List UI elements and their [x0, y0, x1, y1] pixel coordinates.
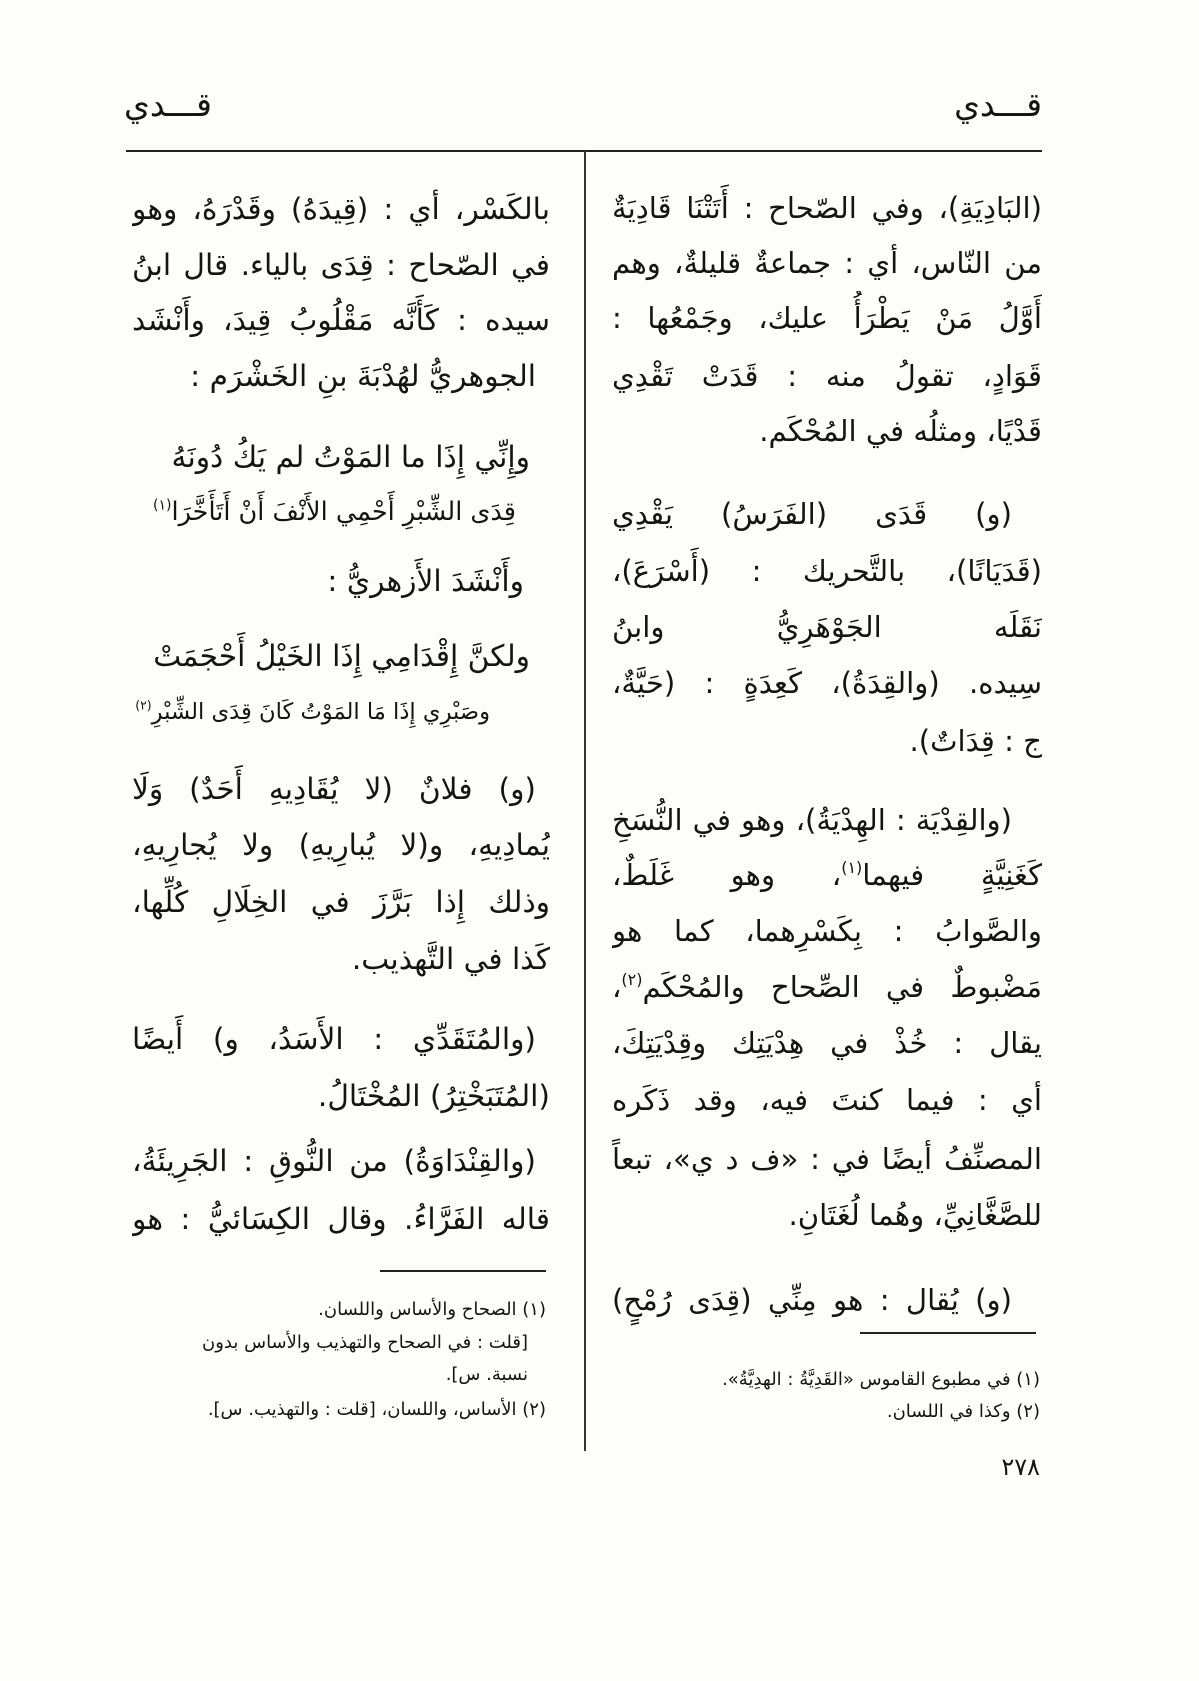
footnote-marker: (١)	[841, 857, 863, 877]
page-number: ٢٧٨	[1001, 1453, 1040, 1481]
body-text-line: من النّاس، أي : جماعةٌ قليلةٌ، وهم	[612, 246, 1042, 280]
body-text-line: يقال : خُذْ في هِدْيَتِك وقِدْيَتِكَ،	[612, 1026, 1042, 1060]
footnote-line: (١) في مطبوع القاموس «القَدِيَّةُ : الهدِيَّةُ».	[722, 1369, 1040, 1390]
body-text-line: قَدْيًا، ومثلُه في المُحْكَم.	[759, 414, 1042, 448]
body-text-line: وذلك إِذا بَرَّزَ في الخِلَالِ كُلِّها،	[132, 885, 550, 920]
line-text: ، وهو غَلَطٌ،	[612, 858, 842, 892]
body-text-line	[612, 960, 1042, 1014]
body-text-line: سيده : كَأَنَّه مَقْلُوبُ قِيدَ، وأَنْشَد	[132, 303, 550, 338]
running-head-left: قـــدي	[124, 85, 212, 124]
verse-line: وإِنِّي إِذَا ما المَوْتُ لم يَكُ دُونَهُ	[171, 440, 530, 475]
body-text-line: أي : فيما كنتَ فيه، وقد ذَكَره	[612, 1083, 1042, 1117]
body-text-line: (و) قَدَى (الفَرَسُ) يَقْدِي	[612, 497, 1012, 531]
line-text: مَضْبوطٌ في الصِّحاح والمُحْكَم	[642, 970, 1042, 1004]
footnote-line: [قلت : في الصحاح والتهذيب والأساس بدون	[202, 1332, 528, 1353]
body-text-line: أَوَّلُ مَنْ يَطْرَأُ عليك، وجَمْعُها :	[612, 301, 1042, 335]
body-text-line: سِيده. (والقِدَةُ)، كَعِدَةٍ : (حَيَّةٌ،	[612, 666, 1042, 700]
verse-line: ولكنَّ إِقْدَامِي إِذَا الخَيْلُ أَحْجَمَتْ	[153, 639, 530, 674]
body-text-line: (قَدَيَانًا)، بالتَّحريك : (أَسْرَعَ)،	[612, 554, 1042, 588]
body-text-line: في الصّحاح : قِدَى بالياء. قال ابنُ	[132, 248, 550, 283]
body-text-line: ج : قِدَاتٌ).	[909, 724, 1042, 758]
footnote-line: (١) الصحاح والأساس واللسان.	[318, 1299, 546, 1320]
body-text-line: للصَّغَّانِيِّ، وهُما لُغَتَانِ.	[788, 1198, 1042, 1232]
footnote-marker: (١)	[152, 497, 172, 514]
body-text-line: (والمُتَقَدِّي : الأَسَدُ، و) أَيضًا	[132, 1022, 536, 1057]
footnote-rule	[860, 1332, 1036, 1334]
column-divider	[584, 151, 586, 1451]
body-text-line: (والقِدْيَة : الهِدْيَةُ)، وهو في النُّسَخِ	[612, 803, 1012, 837]
body-text-line: بالكَسْر، أي : (قِيدَهُ) وقَدْرَهُ، وهو	[132, 192, 550, 227]
line-text: كَغَنِيَّةٍ فيهما	[862, 858, 1042, 892]
body-text-line: (و) فلانٌ (لا يُقَادِيهِ أَحَدٌ) وَلَا	[132, 772, 536, 807]
line-text: قِدَى الشِّبْرِ أَحْمِي الأَنْفَ أَنْ أَتَأَخَّرَا	[171, 497, 516, 527]
body-text-line: قاله الفَرَّاءُ. وقال الكِسَائيُّ : هو	[132, 1202, 550, 1237]
body-text-line: (والقِنْدَاوَةُ) من النُّوقِ : الجَرِيئَةُ،	[132, 1144, 536, 1179]
body-text-line: كَذا في التَّهذيب.	[351, 942, 550, 977]
body-text-line: المصنِّفُ أيضًا في : «ف د ي»، تبعاً	[612, 1142, 1042, 1176]
body-text-line: والصَّوابُ : بِكَسْرِهما، كما هو	[612, 914, 1042, 948]
left-column	[132, 0, 550, 1681]
line-text: وصَبْرِي إِذَا مَا المَوْتُ كَانَ قِدَى الشِّبْرِ	[151, 699, 490, 725]
body-text-line	[612, 848, 1042, 902]
footnote-marker: (٢)	[621, 969, 643, 989]
footnote-marker: (٢)	[135, 697, 152, 713]
body-text-line: وأَنْشَدَ الأَزهريُّ :	[327, 564, 524, 599]
footnote-line: نسبة. س].	[445, 1364, 528, 1385]
body-text-line: (المُتَبَخْتِرُ) المُخْتَالُ.	[317, 1079, 550, 1114]
verse-line	[132, 485, 550, 539]
footnote-rule	[380, 1270, 546, 1272]
verse-line	[132, 685, 550, 739]
body-text-line: (و) يُقال : هو مِنِّي (قِدَى رُمْحٍ)	[612, 1283, 1012, 1317]
body-text-line: يُمادِيهِ، و(لا يُبارِيهِ) ولا يُجارِيهِ،	[132, 828, 550, 863]
body-text-line: الجوهريُّ لهُدْبَةَ بنِ الخَشْرَم :	[190, 359, 536, 394]
running-head-right: قـــدي	[954, 85, 1042, 124]
line-text: ،	[612, 970, 622, 1004]
body-text-line: (البَادِيَةِ)، وفي الصّحاح : أَتَتْنَا قَادِيَةٌ	[612, 191, 1042, 225]
body-text-line: نَقَلَه الجَوْهَرِيُّ وابنُ	[612, 610, 1042, 644]
right-column	[612, 0, 1042, 1681]
footnote-line: (٢) وكذا في اللسان.	[886, 1401, 1040, 1422]
body-text-line: قَوَادٍ، تقولُ منه : قَدَتْ تَقْدِي	[612, 359, 1042, 393]
footnote-line: (٢) الأساس، واللسان، [قلت : والتهذيب. س].	[207, 1399, 546, 1420]
